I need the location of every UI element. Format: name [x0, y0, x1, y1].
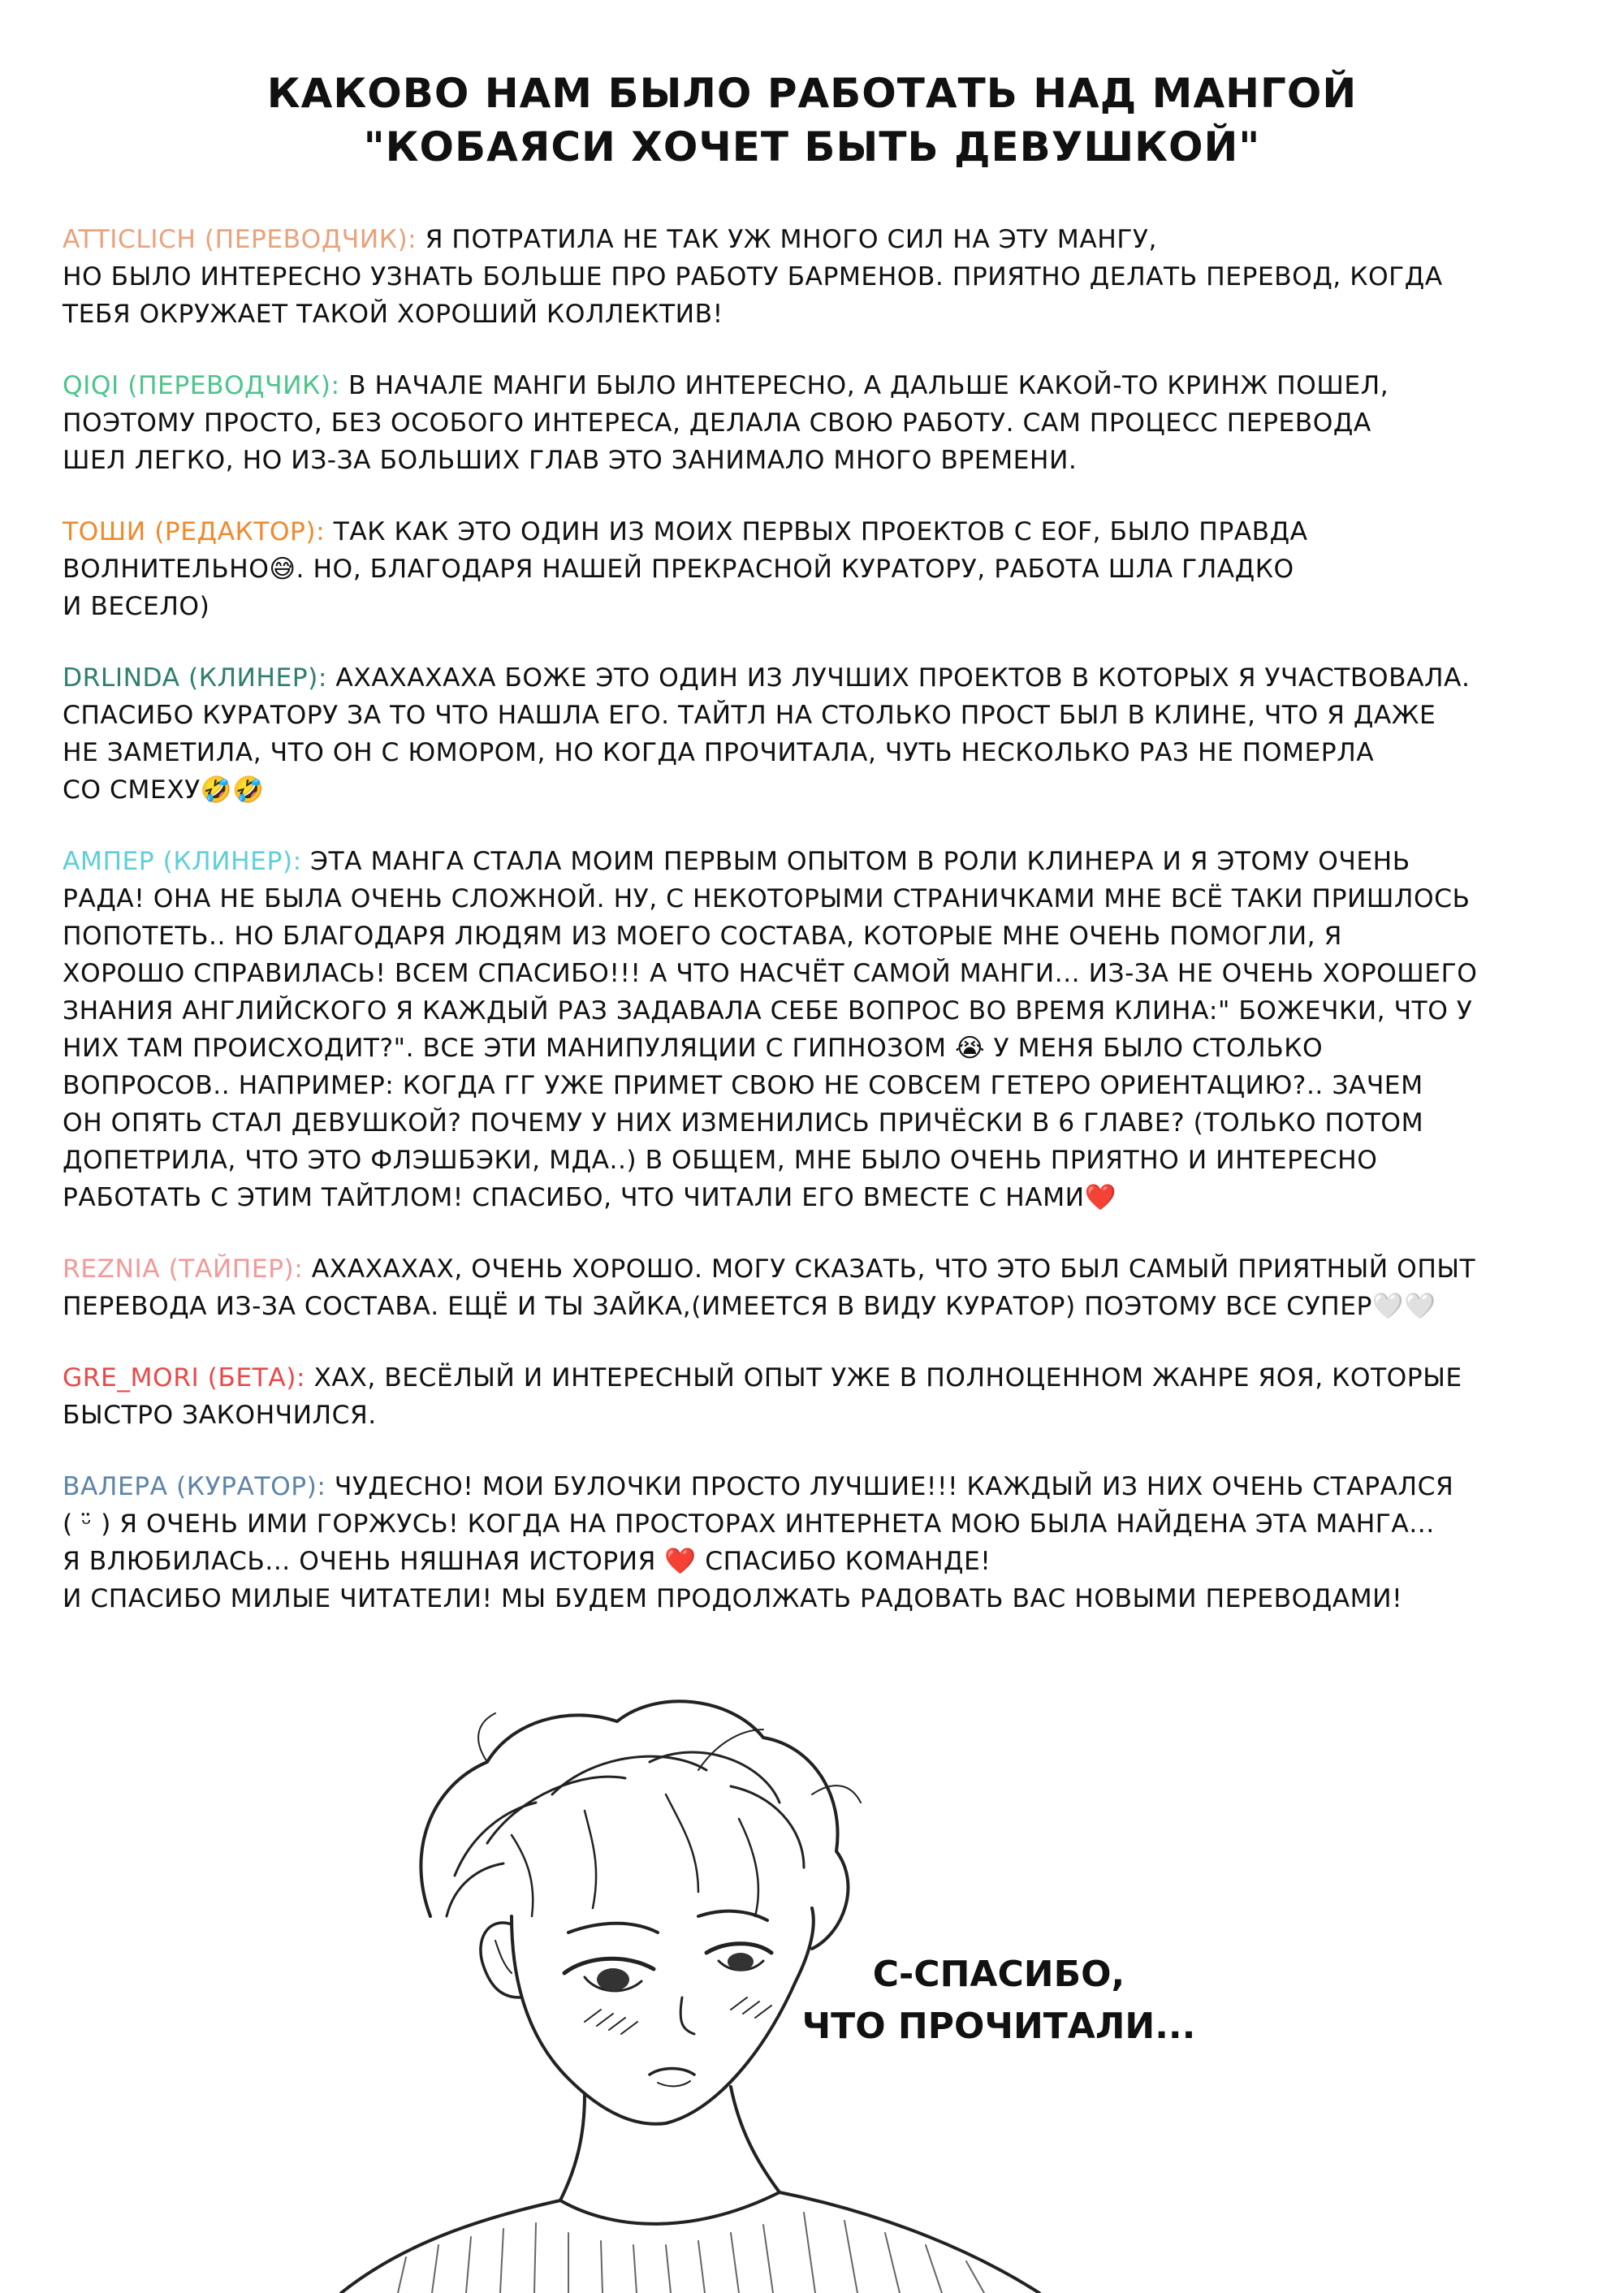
credit-line	[63, 1104, 1589, 1142]
speech-text	[788, 1949, 1210, 2053]
credit-text: И ВЕСЕЛО)	[63, 592, 210, 621]
credit-line	[63, 1359, 1589, 1397]
credit-role-label: DRLINDA (КЛИНЕР):	[63, 663, 327, 693]
credit-entry	[63, 367, 1589, 479]
credit-entry	[63, 843, 1589, 1216]
credit-role-label: ТОШИ (РЕДАКТОР):	[63, 517, 326, 546]
credit-text: ТЕБЯ ОКРУЖАЕТ ТАКОЙ ХОРОШИЙ КОЛЛЕКТИВ!	[63, 300, 723, 329]
credit-line	[63, 551, 1589, 588]
credit-entry	[63, 1250, 1589, 1325]
credit-line	[63, 1580, 1589, 1617]
credit-line	[63, 442, 1589, 479]
title-line-1: КАКОВО НАМ БЫЛО РАБОТАТЬ НАД МАНГОЙ	[266, 70, 1358, 117]
credit-role-label: ВАЛЕРА (КУРАТОР):	[63, 1472, 326, 1501]
credit-text: НЕ ЗАМЕТИЛА, ЧТО ОН С ЮМОРОМ, НО КОГДА ПРОЧИТАЛА, ЧУТЬ НЕСКОЛЬКО РАЗ НЕ ПОМЕРЛА	[63, 738, 1375, 767]
credit-text: В НАЧАЛЕ МАНГИ БЫЛО ИНТЕРЕСНО, А ДАЛЬШЕ КАКОЙ-ТО КРИНЖ ПОШЕЛ,	[339, 371, 1389, 400]
credit-line	[63, 296, 1589, 333]
credit-line	[63, 513, 1589, 551]
credit-role-label: REZNIA (ТАЙПЕР):	[63, 1254, 304, 1284]
speech-line-1: С-СПАСИБО,	[872, 1954, 1125, 1995]
credit-line	[63, 1543, 1589, 1580]
credit-text: ВОЛНИТЕЛЬНО😅. НО, БЛАГОДАРЯ НАШЕЙ ПРЕКРАСНОЙ КУРАТОРУ, РАБОТА ШЛА ГЛАДКО	[63, 555, 1294, 584]
credit-line	[63, 843, 1589, 880]
credit-line	[63, 1179, 1589, 1216]
credit-entry	[63, 659, 1589, 809]
credit-line	[63, 918, 1589, 955]
credit-line	[63, 1142, 1589, 1179]
credit-line	[63, 367, 1589, 404]
credit-text: РАБОТАТЬ С ЭТИМ ТАЙТЛОМ! СПАСИБО, ЧТО ЧИТАЛИ ЕГО ВМЕСТЕ С НАМИ❤️	[63, 1183, 1117, 1212]
credit-text: АХАХАХАХА БОЖЕ ЭТО ОДИН ИЗ ЛУЧШИХ ПРОЕКТОВ В КОТОРЫХ Я УЧАСТВОВАЛА.	[326, 663, 1471, 693]
credit-line	[63, 404, 1589, 442]
speech-line-2: ЧТО ПРОЧИТАЛИ...	[801, 2006, 1196, 2047]
credit-role-label: АМПЕР (КЛИНЕР):	[63, 847, 302, 876]
credit-entry	[63, 1359, 1589, 1434]
credit-text: РАДА! ОНА НЕ БЫЛА ОЧЕНЬ СЛОЖНОЙ. НУ, С НЕКОТОРЫМИ СТРАНИЧКАМИ МНЕ ВСЁ ТАКИ ПРИШЛОСЬ	[63, 884, 1471, 913]
credit-text: ДОПЕТРИЛА, ЧТО ЭТО ФЛЭШБЭКИ, МДА..) В ОБЩЕМ, МНЕ БЫЛО ОЧЕНЬ ПРИЯТНО И ИНТЕРЕСНО	[63, 1146, 1378, 1175]
credit-line	[63, 659, 1589, 697]
credit-line	[63, 588, 1589, 625]
credits-list	[63, 221, 1589, 1652]
credit-text: АХАХАХАХ, ОЧЕНЬ ХОРОШО. МОГУ СКАЗАТЬ, ЧТО ЭТО БЫЛ САМЫЙ ПРИЯТНЫЙ ОПЫТ	[303, 1254, 1476, 1284]
credit-line	[63, 1030, 1589, 1067]
credit-text: ПОПОТЕТЬ.. НО БЛАГОДАРЯ ЛЮДЯМ ИЗ МОЕГО СОСТАВА, КОТОРЫЕ МНЕ ОЧЕНЬ ПОМОГЛИ, Я	[63, 922, 1342, 951]
credit-text: БЫСТРО ЗАКОНЧИЛСЯ.	[63, 1401, 377, 1430]
credit-text: ХАХ, ВЕСЁЛЫЙ И ИНТЕРЕСНЫЙ ОПЫТ УЖЕ В ПОЛНОЦЕННОМ ЖАНРЕ ЯОЯ, КОТОРЫЕ	[305, 1363, 1462, 1393]
credit-line	[63, 955, 1589, 992]
credit-line	[63, 1067, 1589, 1104]
credit-text: СПАСИБО КУРАТОРУ ЗА ТО ЧТО НАШЛА ЕГО. ТАЙТЛ НА СТОЛЬКО ПРОСТ БЫЛ В КЛИНЕ, ЧТО Я ДАЖЕ	[63, 701, 1436, 730]
credit-text: ОН ОПЯТЬ СТАЛ ДЕВУШКОЙ? ПОЧЕМУ У НИХ ИЗМЕНИЛИСЬ ПРИЧЁСКИ В 6 ГЛАВЕ? (ТОЛЬКО ПОТОМ	[63, 1108, 1424, 1138]
credit-entry	[63, 1468, 1589, 1617]
credit-text: Я ВЛЮБИЛАСЬ... ОЧЕНЬ НЯШНАЯ ИСТОРИЯ ❤️ СПАСИБО КОМАНДЕ!	[63, 1547, 991, 1576]
credit-text: ЭТА МАНГА СТАЛА МОИМ ПЕРВЫМ ОПЫТОМ В РОЛИ КЛИНЕРА И Я ЭТОМУ ОЧЕНЬ	[301, 847, 1410, 876]
credit-line	[63, 1250, 1589, 1288]
credit-text: Я ПОТРАТИЛА НЕ ТАК УЖ МНОГО СИЛ НА ЭТУ МАНГУ,	[417, 225, 1157, 254]
credit-role-label: ATTICLICH (ПЕРЕВОДЧИК):	[63, 225, 417, 254]
credit-text: ЧУДЕСНО! МОИ БУЛОЧКИ ПРОСТО ЛУЧШИЕ!!! КАЖДЫЙ ИЗ НИХ ОЧЕНЬ СТАРАЛСЯ	[326, 1472, 1454, 1501]
credit-line	[63, 880, 1589, 918]
credit-text: ( ᵕ̈ ) Я ОЧЕНЬ ИМИ ГОРЖУСЬ! КОГДА НА ПРОСТОРАХ ИНТЕРНЕТА МОЮ БЫЛА НАЙДЕНА ЭТА МАНГА...	[63, 1509, 1435, 1539]
credit-entry	[63, 221, 1589, 333]
title-line-2: "КОБАЯСИ ХОЧЕТ БЫТЬ ДЕВУШКОЙ"	[363, 123, 1261, 171]
credit-text: ШЕЛ ЛЕГКО, НО ИЗ-ЗА БОЛЬШИХ ГЛАВ ЭТО ЗАНИМАЛО МНОГО ВРЕМЕНИ.	[63, 446, 1078, 475]
credit-role-label: GRE_MORI (БЕТА):	[63, 1363, 306, 1393]
credit-entry	[63, 513, 1589, 625]
credit-text: НИХ ТАМ ПРОИСХОДИТ?". ВСЕ ЭТИ МАНИПУЛЯЦИИ С ГИПНОЗОМ 😭 У МЕНЯ БЫЛО СТОЛЬКО	[63, 1034, 1324, 1063]
credit-text: И СПАСИБО МИЛЫЕ ЧИТАТЕЛИ! МЫ БУДЕМ ПРОДОЛЖАТЬ РАДОВАТЬ ВАС НОВЫМИ ПЕРЕВОДАМИ!	[63, 1584, 1403, 1613]
credit-line	[63, 734, 1589, 771]
page-title	[0, 67, 1624, 174]
credit-line	[63, 1288, 1589, 1325]
credit-text: ХОРОШО СПРАВИЛАСЬ! ВСЕМ СПАСИБО!!! А ЧТО НАСЧЁТ САМОЙ МАНГИ... ИЗ-ЗА НЕ ОЧЕНЬ ХОРОШЕГО	[63, 959, 1478, 988]
credit-line	[63, 771, 1589, 809]
credit-line	[63, 1397, 1589, 1434]
credit-line	[63, 1468, 1589, 1505]
credit-role-label: QIQI (ПЕРЕВОДЧИК):	[63, 371, 340, 400]
credit-text: ТАК КАК ЭТО ОДИН ИЗ МОИХ ПЕРВЫХ ПРОЕКТОВ С EOF, БЫЛО ПРАВДА	[325, 517, 1308, 546]
credit-line	[63, 697, 1589, 734]
credit-text: ПОЭТОМУ ПРОСТО, БЕЗ ОСОБОГО ИНТЕРЕСА, ДЕЛАЛА СВОЮ РАБОТУ. САМ ПРОЦЕСС ПЕРЕВОДА	[63, 408, 1371, 438]
credit-line	[63, 221, 1589, 258]
credit-text: ВОПРОСОВ.. НАПРИМЕР: КОГДА ГГ УЖЕ ПРИМЕТ СВОЮ НЕ СОВСЕМ ГЕТЕРО ОРИЕНТАЦИЮ?.. ЗАЧЕМ	[63, 1071, 1423, 1100]
credit-text: НО БЫЛО ИНТЕРЕСНО УЗНАТЬ БОЛЬШЕ ПРО РАБОТУ БАРМЕНОВ. ПРИЯТНО ДЕЛАТЬ ПЕРЕВОД, КОГДА	[63, 262, 1443, 291]
credit-text: СО СМЕХУ🤣🤣	[63, 775, 265, 805]
credit-text: ПЕРЕВОДА ИЗ-ЗА СОСТАВА. ЕЩЁ И ТЫ ЗАЙКА,(ИМЕЕТСЯ В ВИДУ КУРАТОР) ПОЭТОМУ ВСЕ СУПЕР🤍🤍	[63, 1292, 1436, 1321]
credit-text: ЗНАНИЯ АНГЛИЙСКОГО Я КАЖДЫЙ РАЗ ЗАДАВАЛА СЕБЕ ВОПРОС ВО ВРЕМЯ КЛИНА:" БОЖЕЧКИ, ЧТО У	[63, 996, 1473, 1026]
credit-line	[63, 992, 1589, 1030]
credit-line	[63, 1505, 1589, 1543]
credit-line	[63, 258, 1589, 296]
